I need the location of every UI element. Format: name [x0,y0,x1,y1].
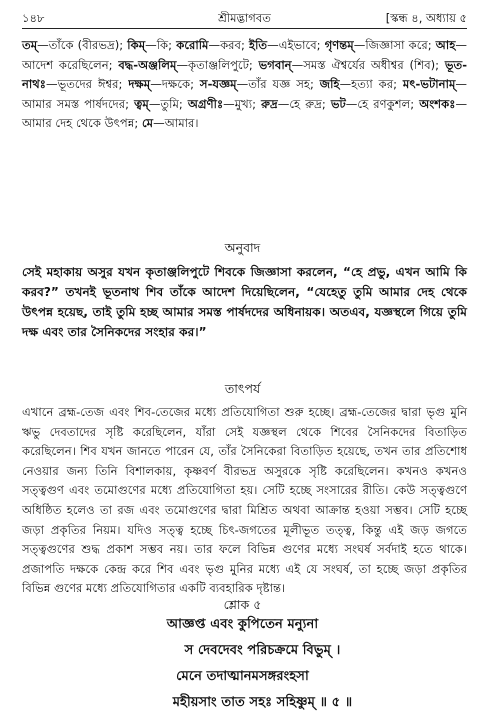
running-header [22,8,467,28]
synonym-word: আহ [435,38,456,52]
verse-line: মহীয়সাং তাত সহঃ সহিষ্ণুম্ ॥ ৫ ॥ [172,695,353,710]
book-title: শ্রীমদ্ভাগবত [218,11,271,25]
verse-line: মেনে তদাত্মানমসঙ্গরংহসা [176,669,309,684]
synonym-meaning: আমার দেহ থেকে উৎপন্ন; [22,116,139,131]
verse-line: স দেবদেবং পরিচক্রমে বিভুম্ । [184,643,341,658]
synonym-meaning: করব; [220,38,245,52]
purport-heading: তাৎপর্য [224,381,261,396]
header-rule [22,28,467,29]
translation-heading: অনুবাদ [224,240,261,255]
synonym-meaning: তাঁর যজ্ঞ সহ; [248,77,314,92]
page-number: ১৪৮ [22,11,45,25]
synonym-word: গৃণন্তম্ [324,38,354,52]
synonym-meaning: তাঁকে (বীরভদ্র); [48,38,124,52]
synonym-word: ভগবান্ [258,57,292,72]
synonym-word: জহি [319,77,340,92]
synonym-word: ভট [330,96,346,111]
synonym-meaning: হে রণকুশল; [357,96,415,111]
synonym-word: অংশকঃ [419,96,456,111]
synonym-word: ত্বম্ [134,96,149,111]
synonym-meaning: তুমি; [160,96,183,111]
synonym-word: ভূত-নাথঃ [22,57,468,92]
synonym-meaning: কৃতাঞ্জলিপুটে; [188,57,253,72]
verse-line: আজ্ঞপ্ত এবং কুপিতেন মন্যুনা [166,617,319,632]
synonym-meaning: দক্ষকে; [161,77,195,92]
synonym-meaning: হত্যা কর; [351,77,397,92]
synonym-meaning: হে রুদ্র; [289,96,326,111]
synonym-meaning: কি; [156,38,173,52]
synonym-meaning: সমস্ত ঐশ্বর্যের অধীশ্বর (শিব); [303,57,440,72]
synonym-word: রুদ্র [261,96,278,111]
synonym-word: স-যজ্ঞম্ [199,77,237,92]
synonym-word: মে [141,116,154,131]
synonym-meaning: আমার। [164,116,199,131]
synonym-meaning: মুখ্য; [234,96,257,111]
chapter-reference: [স্কন্ধ ৪, অধ্যায় ৫ [385,11,467,25]
synonym-word: করোমি [176,38,209,52]
synonym-word: মৎ-ভটানাম্ [402,77,456,92]
synonym-meaning: আদেশ করেছিলেন; [22,57,113,72]
verse-number-label: শ্লোক ৫ [223,597,262,612]
synonym-meaning: আমার সমস্ত পার্ষদদের; [22,96,130,111]
synonym-word: দক্ষম্ [128,77,151,92]
synonym-meaning: জিজ্ঞাসা করে; [365,38,432,52]
synonym-word: কিম্ [127,38,146,52]
synonym-meaning: ভূতদের ঈশ্বর; [57,77,123,92]
synonym-word: ইতি [249,38,268,52]
synonym-meaning: এইভাবে; [278,38,321,52]
synonym-word: বদ্ধ-অঞ্জলিম্ [118,57,177,72]
synonyms-paragraph: তম্—তাঁকে (বীরভদ্র); কিম্—কি; করোমি—করব; ইতি—এইভাবে; গৃণন্তম্—জিজ্ঞাসা করে; আহ—আদেশ করেছিলেন; বদ্ধ-অঞ্জলিম্—কৃতাঞ্জলিপুটে; ভগবান্—সমস্ত ঐশ্বর্যের অধীশ্বর (শিব); ভূত-নাথঃ—ভূতদের ঈশ্বর; দক্ষম্—দক্ষকে; স-যজ্ঞম্—তাঁর যজ্ঞ সহ; জহি—হত্যা কর; মৎ-ভটানাম্—আমার সমস্ত পার্ষদদের; ত্বম্—তুমি; অগ্রণীঃ—মুখ্য; রুদ্র—হে রুদ্র; ভট—হে রণকুশল; অংশকঃ—আমার দেহ থেকে উৎপন্ন; মে—আমার। [22,38,468,131]
translation-text: সেই মহাকায় অসুর যখন কৃতাঞ্জলিপুটে শিবকে জিজ্ঞাসা করলেন, “হে প্রভু, এখন আমি কি করব?” তখনই ভূতনাথ শিব তাঁকে আদেশ দিয়েছিলেন, “যেহেতু তুমি আমার দেহ থেকে উৎপন্ন হয়েছ, তাই তুমি হচ্ছ আমার সমস্ত পার্ষদদের অধিনায়ক। অতএব, যজ্ঞস্থলে গিয়ে তুমি দক্ষ এবং তার সৈনিকদের সংহার কর।” [22,265,467,339]
synonym-word: অগ্রণীঃ [187,96,224,111]
purport-text: এখানে ব্রহ্ম-তেজ এবং শিব-তেজের মধ্যে প্রতিযোগিতা শুরু হচ্ছে। ব্রহ্ম-তেজের দ্বারা ভৃগু মুনি ঋভু দেবতাদের সৃষ্টি করেছিলেন, যাঁরা সেই যজ্ঞস্থল থেকে শিবের সৈনিকদের বিতাড়িত করেছিলেন। শিব যখন জানতে পারেন যে, তাঁর সৈনিকেরা বিতাড়িত হয়েছে, তখন তার প্রতিশোধ নেওয়ার জন্য তিনি বিশালকায়, কৃষ্ণবর্ণ বীরভদ্র অসুরকে সৃষ্টি করেছিলেন। কখনও কখনও সত্ত্বগুণ এবং তমোগুণের মধ্যে প্রতিযোগিতা হয়। সেটি হচ্ছে সংসারের রীতি। কেউ সত্ত্বগুণে অধিষ্ঠিত হলেও তা রজ এবং তমোগুণের দ্বারা মিশ্রিত অথবা আক্রান্ত হওয়া সম্ভব। সেটি হচ্ছে জড়া প্রকৃতির নিয়ম। যদিও সত্ত্ব হচ্ছে চিৎ-জগতের মূলীভূত তত্ত্ব, কিন্তু এই জড় জগতে সত্ত্বগুণের শুদ্ধ প্রকাশ সম্ভব নয়। তার ফলে বিভিন্ন গুণের মধ্যে সংঘর্ষ সর্বদাই হতে থাকে। প্রজাপতি দক্ষকে কেন্দ্র করে শিব এবং ভৃগু মুনির মধ্যে এই যে সংঘর্ষ, তা হচ্ছে জড়া প্রকৃতির বিভিন্ন গুণের মধ্যে প্রতিযোগিতার একটি ব্যবহারিক দৃষ্টান্ত। [22,405,467,596]
synonym-word: তম্ [22,38,38,52]
